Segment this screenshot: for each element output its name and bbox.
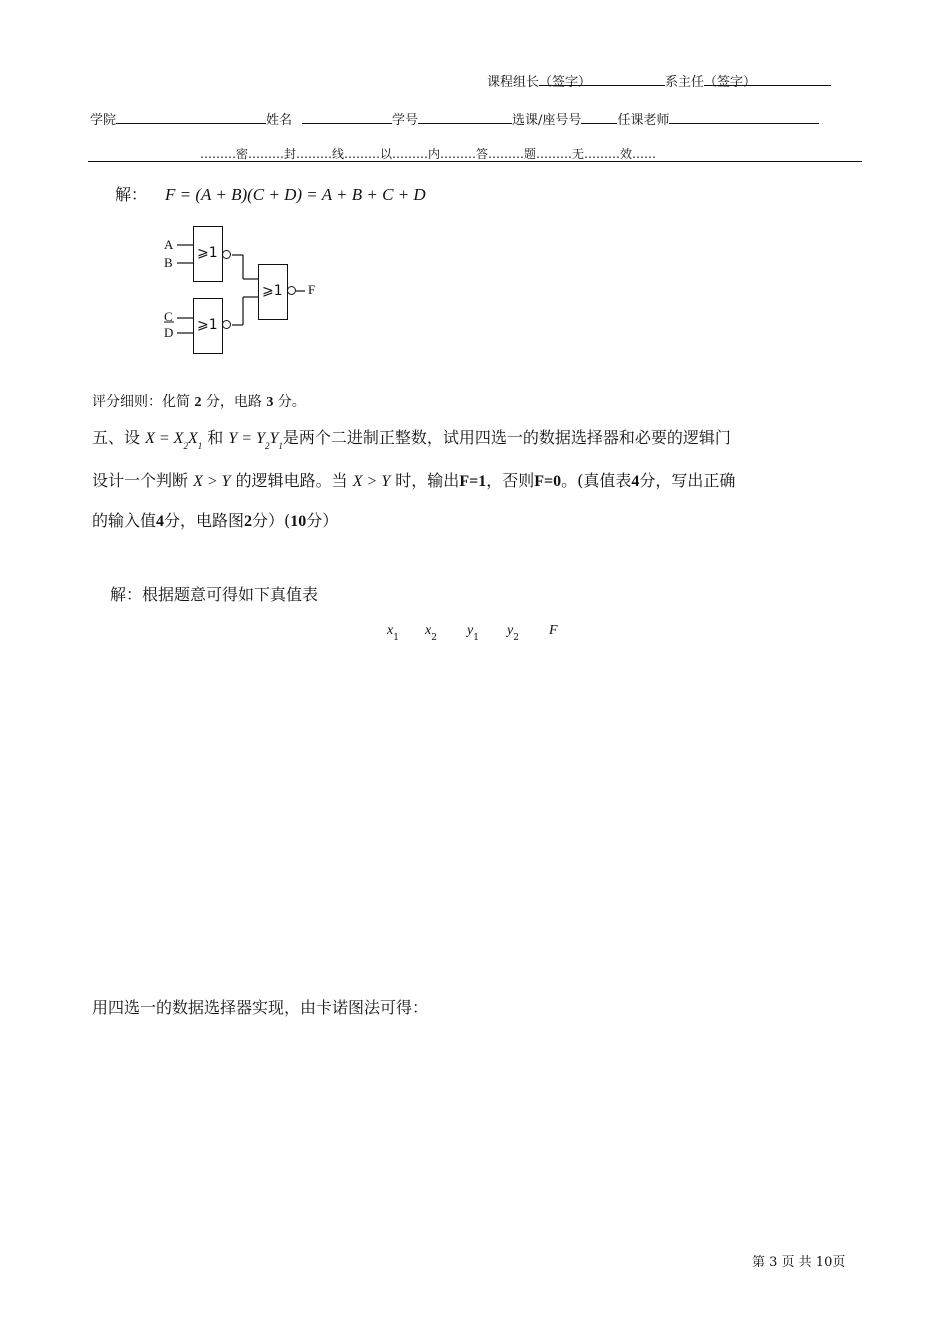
student-id-label: 学号 [392,113,419,128]
college-field[interactable] [116,109,266,124]
seal-line-rule [88,161,862,162]
q5-text: 。(真值表 [561,471,632,490]
truth-table-col [387,622,425,643]
seat-field[interactable] [581,109,617,124]
q5-condition: X > Y [193,473,231,490]
col-var: x [425,623,432,638]
inverter-bubble-icon [222,320,231,329]
dept-head-sign-field[interactable] [704,71,831,90]
teacher-field[interactable] [669,109,819,124]
solution1-formula: F = (A + B)(C + D) = A + B + C + D [165,185,426,204]
solution1-label: 解： [115,185,148,204]
mux-implementation-text: 用四选一的数据选择器实现，由卡诺图法可得： [92,998,429,1017]
inverter-bubble-icon [287,286,296,295]
q5-y-sub: 1 [278,441,283,451]
grading-points: 2 [194,395,202,410]
nor-gate-cd-symbol: ⩾1 [197,317,218,333]
nor-gate-output [258,264,288,320]
question5-line2 [92,468,735,491]
nor-gate-ab [193,226,223,282]
q5-text: 分，电路图 [164,511,245,530]
truth-table-col [467,622,507,643]
grading-text: 分。 [273,394,306,410]
q5-points: 10 [290,513,307,530]
course-leader-sign-field[interactable] [539,71,665,90]
q5-points: 4 [631,473,640,490]
name-field[interactable] [302,109,392,124]
course-leader-sign-hint: （签字） [539,75,592,90]
input-a-label: A [164,237,174,252]
name-label: 姓名 [266,113,293,128]
truth-table-col [507,622,549,643]
col-var: F [549,623,558,638]
col-var: x [387,623,394,638]
nor-gate-output-symbol: ⩾1 [262,283,283,299]
inverter-bubble-icon [222,250,231,259]
q5-text: 设计一个判断 [92,471,194,490]
q5-text: 分） [306,511,339,530]
q5-x-var: X [187,430,198,447]
teacher-label: 任课老师 [617,113,670,128]
input-d-label: D [164,325,174,340]
col-sub: 2 [431,633,437,643]
seat-label: 选课/座号号 [512,113,582,128]
grading-text: 评分细则：化简 [92,394,195,410]
truth-table-col [425,622,467,643]
q5-x-def: X = X [145,430,184,447]
q5-y-sub: 2 [265,441,270,451]
q5-text: 的逻辑电路。当 [230,471,353,490]
dept-head-sign-hint: （签字） [704,75,757,90]
col-var: y [507,623,514,638]
q5-y-def: Y = Y [228,430,265,447]
student-info-row [90,109,819,128]
truth-table-header [387,622,569,643]
solution1-row [115,182,426,205]
nor-circuit-diagram [155,222,335,362]
q5-points: 2 [244,513,253,530]
signature-row [487,71,831,90]
grading-text: 分，电路 [201,394,267,410]
col-sub: 1 [393,633,399,643]
col-var: y [467,623,474,638]
q5-y-var: Y [269,430,279,447]
student-id-field[interactable] [418,109,512,124]
question5-line3 [92,508,338,531]
input-c-label: C [164,309,173,324]
col-sub: 1 [473,633,479,643]
grading-points: 3 [266,395,274,410]
q5-and: 和 [202,428,229,447]
q5-text: ，否则 [486,471,535,490]
nor-gate-ab-symbol: ⩾1 [197,245,218,261]
q5-output-false: F=0 [534,473,562,490]
q5-prefix: 五、设 [92,428,146,447]
input-b-label: B [164,255,173,270]
q5-text: 分）( [252,511,291,530]
q5-text: 是两个二进制正整数，试用四选一的数据选择器和必要的逻辑门 [282,428,731,447]
college-label: 学院 [90,113,117,128]
q5-text: 分，写出正确 [639,471,736,490]
col-sub: 2 [513,633,519,643]
q5-points: 4 [156,513,165,530]
output-f-label: F [308,282,316,297]
nor-gate-cd [193,298,223,354]
grading-detail-1 [92,391,306,411]
q5-x-sub: 1 [197,441,203,451]
truth-table-col [549,622,569,639]
solution2-label: 解：根据题意可得如下真值表 [110,585,319,604]
q5-text: 时，输出 [390,471,460,490]
q5-condition: X > Y [352,473,391,490]
page-number: 第 3 页 共 10页 [752,1255,846,1270]
seal-line-text: ………密………封………线………以………内………答………题………无………效…… [200,147,657,161]
dept-head-label: 系主任 [665,75,705,90]
question5-line1 [92,425,731,451]
course-leader-label: 课程组长 [487,75,540,90]
q5-text: 的输入值 [92,511,157,530]
q5-x-sub: 2 [183,441,188,451]
q5-output-true: F=1 [459,473,487,490]
